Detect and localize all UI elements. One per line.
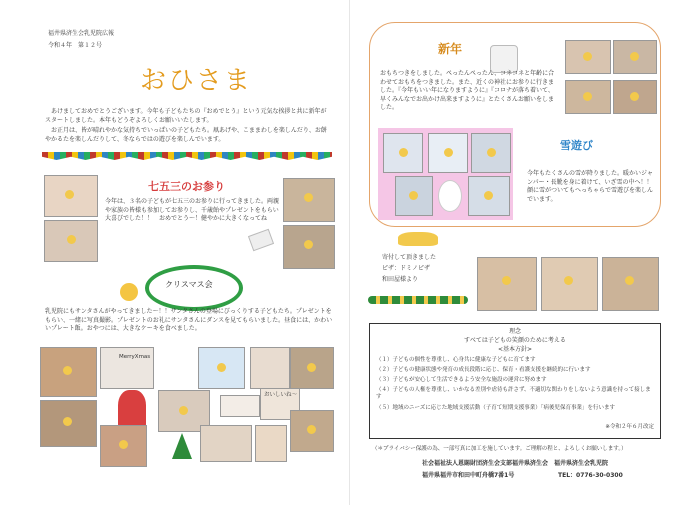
- newyear-photo-4: [613, 80, 657, 114]
- christmas-photo-9: [290, 410, 334, 452]
- newyear-title: 新年: [438, 42, 463, 56]
- snow-title: 雪遊び: [560, 139, 593, 152]
- intro-paragraph-2: お正月は、皆が晴れやかな気持ちでいっぱいの子どもたち。凧あげや、こままわしを楽しんだり、お餅やかるたを楽しんだりして、冬ならではの遊びを楽しんでいます。: [45, 127, 327, 143]
- christmas-tree-illustration: [172, 433, 192, 459]
- intro-paragraph-1: あけましておめでとうございます。今年も子どもたちの『おめでとう』という元気な挨拶と共に新年がスタートしました。本年もどうぞよろしくお願いいたします。: [45, 108, 327, 124]
- christmas-photo-1: [40, 347, 97, 397]
- shichigosan-photo-1: [44, 175, 98, 217]
- policy-subheading: すべては子どもの笑顔のために考える: [464, 337, 566, 344]
- page-title: おひさま: [140, 66, 253, 96]
- page-divider: [349, 0, 350, 505]
- snow-photo-4: [395, 176, 433, 216]
- policy-basic-label: <基本方針>: [497, 346, 533, 353]
- kadomatsu-illustration: [490, 45, 518, 73]
- garland-illustration: [368, 296, 468, 304]
- christmas-photo-2: [100, 347, 154, 389]
- newyear-photo-2: [613, 40, 657, 74]
- donation-note: [368, 232, 468, 314]
- issue-line: 令和４年 第１２号: [48, 42, 103, 49]
- snowman-illustration: [438, 180, 462, 212]
- bell-icon: [120, 283, 138, 301]
- ribbon-bow-illustration: [398, 232, 438, 246]
- newyear-photo-3: [565, 80, 611, 114]
- policy-item-1: （１）子どもの個性を尊重し、心身共に健康な子どもに育てます: [376, 357, 536, 363]
- donation-line-3: 和田屋様より: [382, 276, 419, 283]
- christmas-photo-3: [198, 347, 245, 389]
- shichigosan-photo-2: [44, 220, 98, 262]
- pizza-photo-1: [477, 257, 537, 311]
- christmas-photo-12: [255, 425, 287, 462]
- christmas-photo-6: [40, 400, 97, 447]
- shichigosan-title: 七五三のお参り: [148, 180, 225, 193]
- privacy-note: （＊プライバシー保護の為、一部写真に加工を施しています。ご理解の程と、よろしくお願いします。）: [372, 446, 627, 452]
- snow-text: 今年もたくさんの雪が降りました。暖かいジャンパー・長靴を身に着けて、いざ雪の中へ！！顔に雪がついてもへっちゃらで雪遊びを楽しんでいます。: [527, 170, 653, 203]
- footer-org: 社会福祉法人恩賜財団済生会支部福井県済生会 福井県済生会乳児院: [422, 460, 609, 467]
- snow-photo-2: [428, 133, 468, 173]
- snow-photo-5: [468, 176, 510, 216]
- donation-line-2: ピザ：ドミノピザ: [382, 265, 431, 272]
- christmas-photo-4: [250, 347, 290, 389]
- pizza-photo-3: [602, 257, 659, 311]
- cake-illustration: [220, 395, 260, 417]
- oishii-label: おいしいね～: [264, 392, 298, 398]
- footer-tel: TEL：0776-30-0300: [558, 472, 623, 479]
- snow-photo-1: [383, 133, 423, 173]
- policy-item-4: （４）子どもの人権を尊重し、いかなる差別や虐待も許さず、不適切な関わりをしないよう意識を持って接します: [376, 387, 651, 400]
- santa-illustration: [118, 390, 146, 428]
- christmas-photo-5: [290, 347, 334, 389]
- chitose-ame-illustration: [248, 229, 274, 252]
- merry-xmas-label: MerryXmas: [119, 354, 151, 360]
- shichigosan-text: 今年は、３名の子どもが七五三のお参りに行ってきました。両親や家族の皆様も参加してお参りし、千歳飴やプレゼントをもらい大喜びでした！！ おめでとう～！健やかに大きくなってね: [105, 198, 280, 222]
- christmas-title: クリスマス会: [165, 280, 213, 289]
- donation-line-1: 寄付して頂きました: [382, 254, 437, 261]
- christmas-photo-11: [200, 425, 252, 462]
- newyear-photo-1: [565, 40, 611, 74]
- policy-date: ※令和２年６月改定: [605, 424, 654, 430]
- pizza-photo-2: [541, 257, 598, 311]
- snow-photo-3: [471, 133, 511, 173]
- christmas-photo-10: [100, 425, 147, 467]
- policy-item-3: （３）子どもが安心して生活できるよう安全な施設の運営に努めます: [376, 377, 547, 383]
- shichigosan-photo-4: [283, 225, 335, 269]
- shichigosan-photo-3: [283, 178, 335, 222]
- policy-box: [369, 323, 661, 439]
- decorative-bunting: [42, 152, 332, 160]
- newyear-text: おもちつきをしました。ぺったんぺったん、コネコネと年齢に合わせておもちをつきました。また、近くの神社にお参りに行きました。『今年もいい年になりますように』『コロナが落ち着いて、早くみんなでお出かけ出来ますように』とたくさんお願いをしました。: [380, 70, 555, 111]
- policy-item-2: （２）子どもの健康状態や発育の成長段階に応じ、保育・看護支援を継続的に行います: [376, 367, 591, 373]
- policy-item-5: （５）地域のニーズに応じた地域支援活動（子育て短期支援事業）「病後児保育事業」を行います: [376, 405, 615, 411]
- footer-address: 福井県福井市和田中町舟橋7番1号: [422, 472, 515, 479]
- policy-heading: 理念: [508, 328, 521, 335]
- org-line: 福井県済生会乳児院広報: [48, 30, 115, 37]
- christmas-text: 乳児院にもサンタさんがやってきました～！！サンタさんの登場にびっくりする子どもたち。プレゼントをもらい、一緒に写真撮影。プレゼントのお礼にサンタさんにダンスを見てもらいました。昼食には、かわいいプレート飯。おやつには、大きなケーキを食べました。: [45, 308, 333, 332]
